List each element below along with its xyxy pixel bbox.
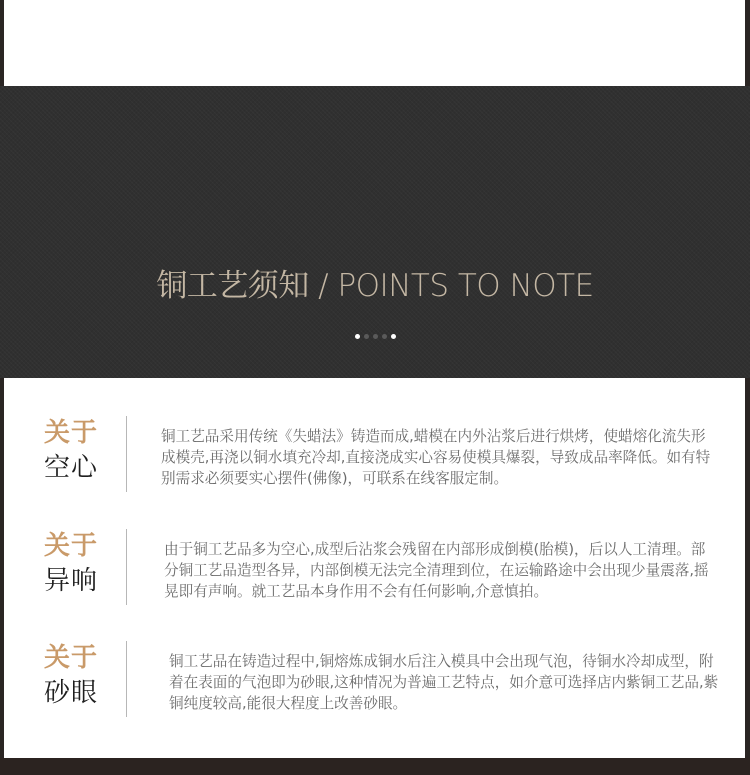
- note-heading-topic: 空心: [44, 453, 99, 483]
- carousel-dot[interactable]: [382, 334, 387, 339]
- note-heading: [44, 416, 114, 486]
- note-divider: [126, 641, 127, 717]
- note-body: 由于铜工艺品多为空心,成型后沾浆会残留在内部形成倒模(胎模)，后以人工清理。部分铜工艺品造型各异，内部倒模无法完全清理到位，在运输路途中会出现少量震落,摇晃即有声响。就工艺品本身作用不会有任何影响,介意慎拍。: [164, 541, 709, 600]
- carousel-dot[interactable]: [364, 334, 369, 339]
- notes-panel: [4, 378, 745, 758]
- note-divider: [126, 416, 127, 492]
- note-section-hollow: [4, 416, 745, 496]
- note-heading-kicker: 关于: [44, 531, 99, 561]
- note-heading-topic: 砂眼: [44, 678, 99, 708]
- carousel-dot[interactable]: [355, 334, 360, 339]
- note-heading-topic: 异响: [44, 566, 99, 596]
- bottom-strip: [0, 758, 750, 775]
- hero-title: 铜工艺须知 / POINTS TO NOTE: [156, 268, 594, 304]
- carousel-dot[interactable]: [373, 334, 378, 339]
- note-divider: [126, 529, 127, 605]
- hero-banner: [0, 86, 750, 378]
- top-blank-card: [4, 0, 745, 86]
- carousel-dot[interactable]: [391, 334, 396, 339]
- note-heading-kicker: 关于: [44, 418, 99, 448]
- note-section-noise: [4, 529, 745, 609]
- carousel-indicator: [0, 334, 750, 339]
- note-body: 铜工艺品在铸造过程中,铜熔炼成铜水后注入模具中会出现气泡，待铜水冷却成型，附着在表面的气泡即为砂眼,这种情况为普遍工艺特点，如介意可选择店内紫铜工艺品,紫铜纯度较高,能很大程度上改善砂眼。: [169, 653, 719, 712]
- note-heading-kicker: 关于: [44, 643, 99, 673]
- note-body: 铜工艺品采用传统《失蜡法》铸造而成,蜡模在内外沾浆后进行烘烤，使蜡熔化流失形成模壳,再浇以铜水填充冷却,直接浇成实心容易使模具爆裂，导致成品率降低。如有特别需求必须要实心摆件(佛像)，可联系在线客服定制。: [161, 428, 711, 487]
- note-section-pinholes: [4, 641, 745, 721]
- note-heading: [44, 641, 114, 711]
- note-heading: [44, 529, 114, 599]
